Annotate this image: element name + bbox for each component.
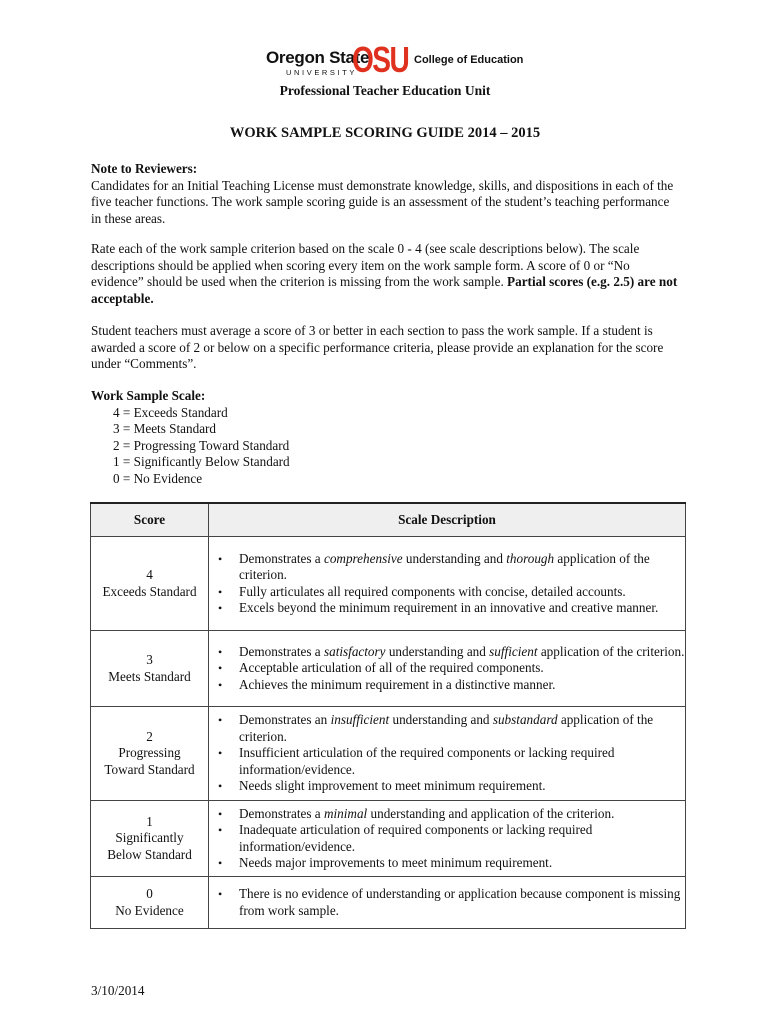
note-paragraph-3 xyxy=(91,323,681,373)
bullet-text: Insufficient articulation of the required components or lacking required information/evidence. xyxy=(239,745,615,777)
bullet-text: understanding and xyxy=(385,643,490,659)
score-cell xyxy=(91,801,209,877)
description-column-header: Scale Description xyxy=(209,503,686,537)
bullet-text: Needs major improvements to meet minimum requirement. xyxy=(239,855,553,870)
bullet-text: Inadequate articulation of required components or lacking required information/evidence. xyxy=(239,822,593,854)
score-label: Exceeds Standard xyxy=(102,583,197,599)
note-section xyxy=(91,161,681,227)
note-heading: Note to Reviewers: xyxy=(91,161,198,176)
logo-university: UNIVERSITY xyxy=(286,68,358,77)
bullet-text: understanding and application of the criterion. xyxy=(367,805,615,821)
description-bullet xyxy=(209,551,685,584)
bullet-text: understanding and xyxy=(402,550,507,566)
table-header-row xyxy=(91,503,686,537)
description-bullet xyxy=(209,600,685,617)
score-value: 0 xyxy=(146,886,153,901)
description-bullet xyxy=(209,806,685,823)
scale-item: 0 = No Evidence xyxy=(113,470,203,486)
footer-date: 3/10/2014 xyxy=(91,983,145,998)
description-bullet xyxy=(209,644,685,661)
partial-scores-warning: Partial scores (e.g. 2.5) are not acceptable. xyxy=(91,274,678,306)
emphasized-term: satisfactory xyxy=(323,643,386,659)
emphasized-term: insufficient xyxy=(330,712,390,728)
score-value: 4 xyxy=(146,567,153,582)
score-cell xyxy=(91,631,209,707)
scale-item: 1 = Significantly Below Standard xyxy=(113,454,290,469)
scale-item: 3 = Meets Standard xyxy=(113,421,217,436)
scale-heading: Work Sample Scale: xyxy=(91,388,206,403)
bullet-text: Acceptable articulation of all of the required components. xyxy=(239,660,544,676)
score-cell xyxy=(91,707,209,801)
scale-list xyxy=(91,405,681,488)
emphasized-term: substandard xyxy=(492,712,558,728)
description-list xyxy=(209,551,685,617)
emphasized-term: sufficient xyxy=(489,643,538,659)
description-bullet xyxy=(209,778,685,795)
description-cell xyxy=(209,801,686,877)
table-row xyxy=(91,631,686,707)
bullet-text: Achieves the minimum requirement in a distinctive manner. xyxy=(239,676,556,692)
score-label: Significantly xyxy=(115,830,184,846)
note-paragraph-1: Candidates for an Initial Teaching License must demonstrate knowledge, skills, and dispositions in each of the five teacher functions. The work sample scoring guide is an assessment of the student’s teaching performance in these areas. xyxy=(91,177,674,226)
bullet-text: application of the criterion. xyxy=(239,712,654,744)
description-bullet xyxy=(209,886,685,919)
description-list xyxy=(209,886,685,919)
description-list xyxy=(209,712,685,795)
bullet-text: Demonstrates a xyxy=(239,550,324,566)
score-value: 3 xyxy=(146,652,153,667)
score-value: 1 xyxy=(146,813,153,829)
work-sample-scale xyxy=(91,388,681,487)
description-bullet xyxy=(209,855,685,872)
score-value: 2 xyxy=(146,728,153,744)
description-bullet xyxy=(209,745,685,778)
bullet-text: application of the criterion. xyxy=(239,550,650,582)
description-bullet xyxy=(209,677,685,694)
scale-item: 2 = Progressing Toward Standard xyxy=(113,437,290,453)
logo-college-of-education: College of Education xyxy=(414,54,524,66)
bullet-text: Fully articulates all required components with concise, detailed accounts. xyxy=(239,583,626,599)
score-label: Toward Standard xyxy=(104,761,195,777)
note-paragraph-2-text: Rate each of the work sample criterion based on the scale 0 - 4 (see scale descriptions below). The scale descriptions should be applied when scoring every item on the work sample form. A score of 0 or “No evidence” should be used when the criterion is missing from the work sample. xyxy=(91,241,640,289)
score-label: No Evidence xyxy=(115,902,184,918)
page-title: WORK SAMPLE SCORING GUIDE 2014 – 2015 xyxy=(229,125,541,141)
bullet-text: Excels beyond the minimum requirement in an innovative and creative manner. xyxy=(239,600,659,615)
description-cell xyxy=(209,537,686,631)
bullet-text: understanding and xyxy=(389,712,493,728)
unit-heading: Professional Teacher Education Unit xyxy=(279,83,491,98)
bullet-text: application of the criterion. xyxy=(537,643,685,659)
description-bullet xyxy=(209,712,685,745)
emphasized-term: minimal xyxy=(323,805,368,821)
description-bullet xyxy=(209,822,685,855)
description-cell xyxy=(209,631,686,707)
scoring-table xyxy=(90,502,686,929)
table-row xyxy=(91,877,686,929)
description-list xyxy=(209,806,685,872)
score-label: Below Standard xyxy=(107,846,192,862)
logo-osu-mark: OSU xyxy=(352,39,409,80)
description-bullet xyxy=(209,660,685,677)
note-paragraph-2 xyxy=(91,241,681,307)
note-paragraph-3-text: Student teachers must average a score of 3 or better in each section to pass the work sample. If a student is awarded a score of 2 or below on a specific performance criteria, please provide an explanation for the score under “Comments”. xyxy=(91,323,664,371)
description-cell xyxy=(209,877,686,929)
emphasized-term: comprehensive xyxy=(323,550,403,566)
scale-item: 4 = Exceeds Standard xyxy=(113,404,228,420)
logo-oregon-state: Oregon State xyxy=(266,48,370,67)
description-bullet xyxy=(209,584,685,601)
bullet-text: Demonstrates a xyxy=(239,643,324,659)
score-cell xyxy=(91,877,209,929)
table-row xyxy=(91,707,686,801)
description-list xyxy=(209,644,685,694)
table-row xyxy=(91,537,686,631)
emphasized-term: thorough xyxy=(506,550,555,566)
score-cell xyxy=(91,537,209,631)
bullet-text: There is no evidence of understanding or application because component is missing from work sample. xyxy=(239,886,681,918)
bullet-text: Demonstrates a xyxy=(239,805,324,821)
score-label: Progressing xyxy=(118,745,181,761)
table-row xyxy=(91,801,686,877)
bullet-text: Needs slight improvement to meet minimum requirement. xyxy=(239,778,546,794)
description-cell xyxy=(209,707,686,801)
score-label: Meets Standard xyxy=(108,668,191,684)
bullet-text: Demonstrates an xyxy=(239,712,331,728)
score-column-header: Score xyxy=(91,503,209,537)
